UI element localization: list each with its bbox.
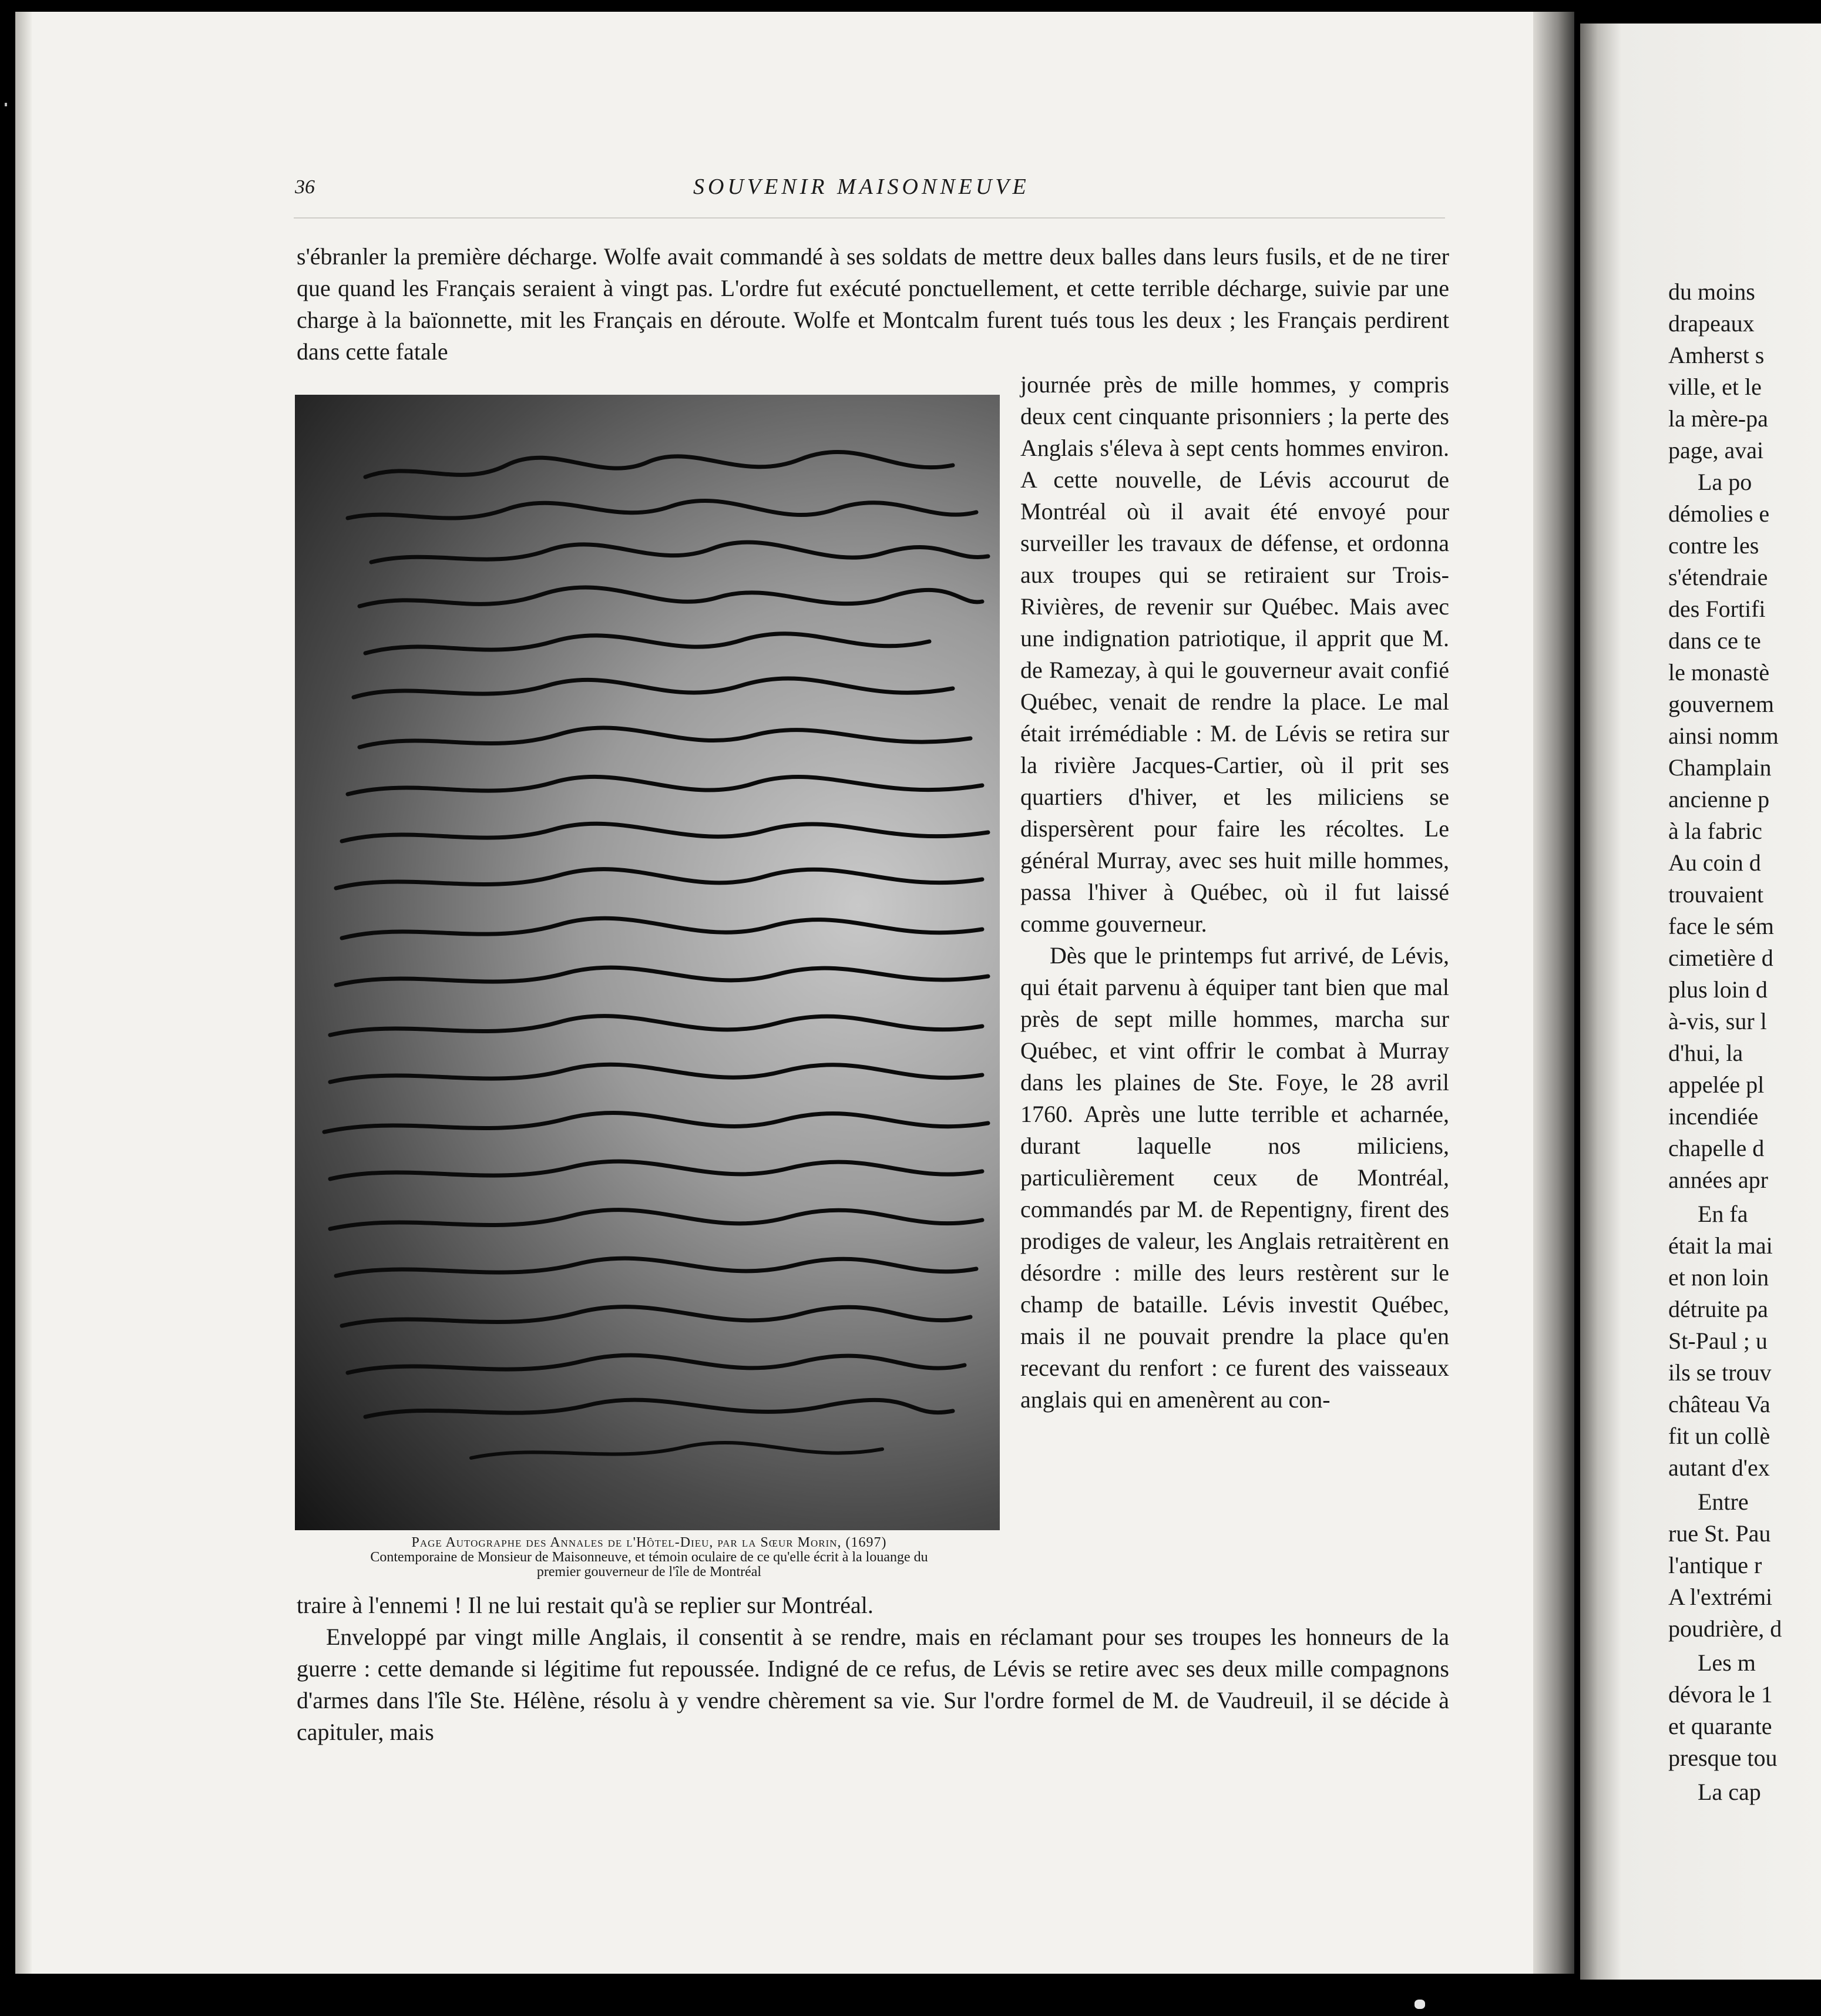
facing-page-line: A l'extrémi	[1668, 1584, 1773, 1610]
facing-page-line: des Fortifi	[1668, 596, 1766, 622]
facing-page-line: presque tou	[1668, 1745, 1778, 1771]
book-gutter	[1533, 12, 1574, 1974]
facing-page-line: Les m	[1698, 1649, 1756, 1676]
facing-page-line: dévora le 1	[1668, 1681, 1773, 1708]
facing-page-line: page, avai	[1668, 437, 1764, 463]
facing-page-line: autant d'ex	[1668, 1454, 1770, 1481]
facing-page-line: était la mai	[1668, 1232, 1773, 1259]
facing-page-line: ville, et le	[1668, 374, 1762, 400]
facing-page-line: trouvaient	[1668, 881, 1764, 908]
column-paragraph-1: journée près de mille hommes, y compris deux cent cinquante prisonniers ; la perte des Anglais s'éleva à sept cents hommes environ. A cette nouvelle, de Lévis accourut de Montréal où il avait été envoyé pour surveiller les travaux de défense, et ordonna aux troupes qui se retiraient sur Trois-Rivières, de revenir sur Québec. Mais avec une indignation patriotique, il apprit que M. de Ramezay, à qui le gouverneur avait confié Québec, venait de rendre la place. Le mal était irrémédiable : M. de Lévis se retira sur la rivière Jacques-Cartier, où il prit ses quartiers d'hiver, et les miliciens se dispersèrent pour faire les récoltes. Le général Murray, avec ses huit mille hommes, passa l'hiver à Québec, où il fut laissé comme gouverneur.	[1020, 371, 1449, 937]
facing-page-line: plus loin d	[1668, 976, 1768, 1003]
facing-page-line: contre les	[1668, 532, 1759, 559]
bottom-paragraph: Enveloppé par vingt mille Anglais, il consentit à se rendre, mais en réclamant pour ses troupes les honneurs de la guerre : cette demande si légitime fut repoussée. Indigné de ce refus, de Lévis se retire avec ses deux mille compagnons d'armes dans l'île Ste. Hélène, résolu à y vendre chèrement sa vie. Sur l'ordre formel de M. de Vaudreuil, il se décide à capituler, mais	[297, 1624, 1449, 1745]
top-paragraph	[297, 241, 1449, 368]
facing-page-line: et quarante	[1668, 1713, 1772, 1739]
facing-page-line: du moins	[1668, 278, 1755, 305]
facing-page-line: détruite pa	[1668, 1296, 1768, 1322]
caption-title: Page Autographe des Annales de l'Hôtel-Dieu, par la Sœur Morin, (1697)	[411, 1535, 887, 1550]
facing-page-line: cimetière d	[1668, 945, 1773, 971]
facing-page-line: dans ce te	[1668, 627, 1761, 654]
facing-page	[1580, 23, 1821, 1980]
caption-line-3: premier gouverneur de l'île de Montréal	[536, 1564, 762, 1580]
facing-page-line: et non loin	[1668, 1264, 1769, 1291]
figure-caption	[294, 1535, 1004, 1580]
right-column	[1020, 369, 1449, 1416]
facing-page-line: gouvernem	[1668, 691, 1774, 717]
facing-page-line: l'antique r	[1668, 1552, 1762, 1578]
running-title: SOUVENIR MAISONNEUVE	[693, 174, 1030, 199]
facing-page-line: Amherst s	[1668, 342, 1765, 368]
facing-page-line: ainsi nomm	[1668, 723, 1779, 749]
facing-page-line: ancienne p	[1668, 786, 1770, 812]
facing-page-line: la mère-pa	[1668, 405, 1768, 432]
facing-page-line: fit un collè	[1668, 1423, 1770, 1449]
scan-dust-mark	[1415, 2000, 1425, 2009]
header-rule	[294, 217, 1445, 219]
facing-page-line: années apr	[1668, 1167, 1768, 1193]
facing-page-line: incendiée	[1668, 1103, 1759, 1130]
facing-page-line: ils se trouv	[1668, 1359, 1772, 1386]
bottom-text	[297, 1590, 1449, 1748]
facing-page-line: St-Paul ; u	[1668, 1328, 1768, 1354]
facing-page-line: poudrière, d	[1668, 1615, 1782, 1642]
facing-page-line: face le sém	[1668, 913, 1774, 939]
facing-page-line: drapeaux	[1668, 310, 1755, 337]
facing-page-line: chapelle d	[1668, 1135, 1765, 1161]
facing-page-line: d'hui, la	[1668, 1040, 1743, 1066]
facing-page-line: démolies e	[1668, 500, 1770, 527]
facing-page-line: s'étendraie	[1668, 564, 1768, 590]
manuscript-photograph	[295, 395, 1000, 1530]
left-page-edge-shadow	[15, 12, 32, 1974]
caption-line-2: Contemporaine de Monsieur de Maisonneuve, et témoin oculaire de ce qu'elle écrit à la louange du	[370, 1550, 928, 1565]
facing-page-line: le monastè	[1668, 659, 1770, 686]
facing-page-line: La po	[1698, 469, 1752, 495]
column-paragraph-2: Dès que le printemps fut arrivé, de Lévis, qui était parvenu à équiper tant bien que mal près de sept mille hommes, marcha sur Québec, et vint offrir le combat à Murray dans les plaines de Ste. Foye, le 28 avril 1760. Après une lutte terrible et acharnée, durant laquelle nos miliciens, particulièrement ceux de Montréal, commandés par M. de Repentigny, firent des prodiges de valeur, les Anglais retraitèrent en désordre : mille des leurs restèrent sur le champ de bataille. Lévis investit Québec, mais il ne pouvait prendre la place qu'en recevant du renfort : ce furent des vaisseaux anglais qui en amenèrent au con-	[1020, 942, 1449, 1413]
facing-page-line: à-vis, sur l	[1668, 1008, 1767, 1034]
facing-page-line: appelée pl	[1668, 1071, 1765, 1098]
page-number: 36	[295, 176, 315, 198]
facing-page-line: La cap	[1698, 1779, 1761, 1805]
facing-page-line: Champlain	[1668, 754, 1772, 781]
facing-page-line: château Va	[1668, 1391, 1770, 1417]
manuscript-handwriting-image	[295, 395, 1000, 1530]
facing-page-line: Entre	[1698, 1489, 1749, 1515]
top-paragraph-text: s'ébranler la première décharge. Wolfe avait commandé à ses soldats de mettre deux balles dans leurs fusils, et de ne tirer que quand les Français seraient à vingt pas. L'ordre fut exécuté ponctuellement, et cette terrible décharge, suivie par une charge à la baïonnette, mit les Français en déroute. Wolfe et Montcalm furent tués tous les deux ; les Français perdirent dans cette fatale	[297, 243, 1449, 365]
facing-page-line: Au coin d	[1668, 849, 1761, 876]
facing-page-line: rue St. Pau	[1668, 1520, 1771, 1547]
scan-speck	[5, 103, 7, 106]
continuation-line: traire à l'ennemi ! Il ne lui restait qu'à se replier sur Montréal.	[297, 1592, 873, 1618]
facing-page-line: En fa	[1698, 1201, 1748, 1227]
facing-page-line: à la fabric	[1668, 818, 1762, 844]
